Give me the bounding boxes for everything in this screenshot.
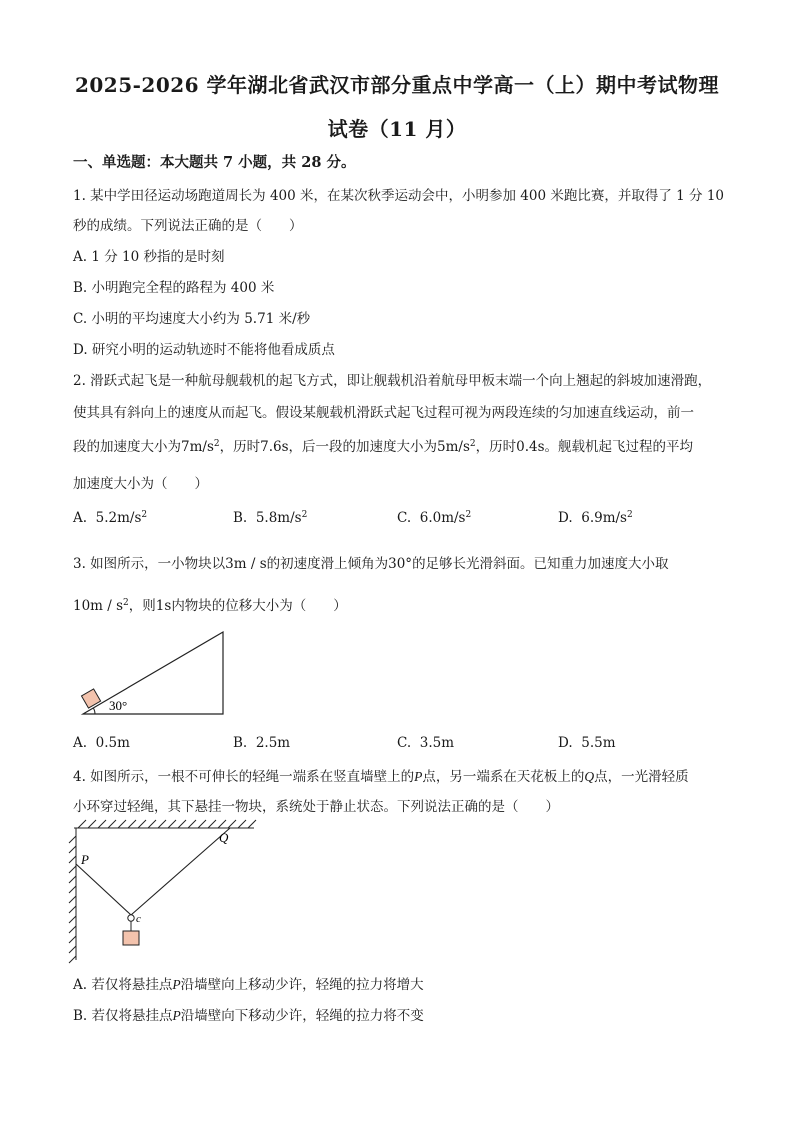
q3-option-a: A. 0.5m: [73, 735, 130, 751]
rope-figure: [66, 818, 266, 968]
light-ring: [128, 915, 134, 921]
q4-option-a: A. 若仅将悬挂点P沿墙壁向上移动少许，轻绳的拉力将增大: [73, 977, 424, 993]
q3-option-b: B. 2.5m: [233, 735, 291, 751]
q2-stem-line-2: 使其具有斜向上的速度从而起飞。假设某舰载机滑跃式起飞过程可视为两段连续的匀加速直线运动，前一: [73, 405, 694, 421]
q1-option-a: A. 1 分 10 秒指的是时刻: [73, 249, 225, 265]
incline-figure: [73, 630, 233, 720]
ceiling-hatch: [74, 820, 256, 828]
q2-option-d: D. $6.9m/s^2$: [558, 510, 633, 526]
q2-option-a: A. $5.2m/s^2$: [73, 510, 148, 526]
exam-title-line-1: 2025-2026 学年湖北省武汉市部分重点中学高一（上）期中考试物理: [74, 73, 720, 97]
q1-option-b: B. 小明跑完全程的路程为 400 米: [73, 280, 275, 296]
incline-triangle: [83, 632, 223, 714]
incline-angle-label: 30°: [109, 698, 128, 713]
q4-stem-line-2: 小环穿过轻绳，其下悬挂一物块，系统处于静止状态。下列说法正确的是（ ）: [73, 799, 559, 815]
q4-stem-line-1: 4. 如图所示，一根不可伸长的轻绳一端系在竖直墙壁上的P点，另一端系在天花板上的Q点，一光滑轻质: [73, 769, 689, 785]
q2-stem-line-4: 加速度大小为（ ）: [73, 476, 208, 492]
q4-option-b: B. 若仅将悬挂点P沿墙壁向下移动少许，轻绳的拉力将不变: [73, 1008, 424, 1024]
section-heading: 一、单选题：本大题共 7 小题，共 28 分。: [73, 154, 356, 171]
exam-title-line-2: 试卷（11 月）: [327, 117, 467, 141]
point-p-label: P: [81, 852, 89, 867]
wall-hatch: [69, 828, 76, 963]
q2-option-b: B. $5.8m/s^2$: [233, 510, 308, 526]
rope-right: [131, 828, 230, 915]
q1-stem-line-1: 1. 某中学田径运动场跑道周长为 400 米，在某次秋季运动会中，小明参加 400 米跑比赛，并取得了 1 分 10: [73, 188, 725, 204]
q2-stem-line-1: 2. 滑跃式起飞是一种航母舰载机的起飞方式，即让舰载机沿着航母甲板末端一个向上翘起的斜坡加速滑跑，: [73, 373, 712, 389]
rope-left: [76, 864, 131, 915]
q3-option-c: C. 3.5m: [397, 735, 455, 751]
q3-stem-line-1: 3. 如图所示，一小物块以3m / s的初速度滑上倾角为30°的足够长光滑斜面。已知重力加速度大小取: [73, 556, 669, 572]
q1-stem-line-2: 秒的成绩。下列说法正确的是（ ）: [73, 218, 303, 234]
q3-option-d: D. 5.5m: [558, 735, 616, 751]
hanging-block: [123, 931, 139, 945]
point-c-label: c: [136, 913, 141, 925]
q1-option-d: D. 研究小明的运动轨迹时不能将他看成质点: [73, 342, 335, 358]
angle-arc: [93, 708, 95, 714]
q1-option-c: C. 小明的平均速度大小约为 5.71 米/秒: [73, 311, 311, 327]
q2-option-c: C. $6.0m/s^2$: [397, 510, 472, 526]
q3-stem-line-2: $10m / s^2$，则1s内物块的位移大小为（ ）: [73, 598, 347, 614]
q2-stem-line-3: 段的加速度大小为$7m/s^2$，历时7.6s，后一段的加速度大小为$5m/s^2$，历时0.4s。舰载机起飞过程的平均: [73, 439, 694, 455]
point-q-label: Q: [219, 830, 229, 845]
